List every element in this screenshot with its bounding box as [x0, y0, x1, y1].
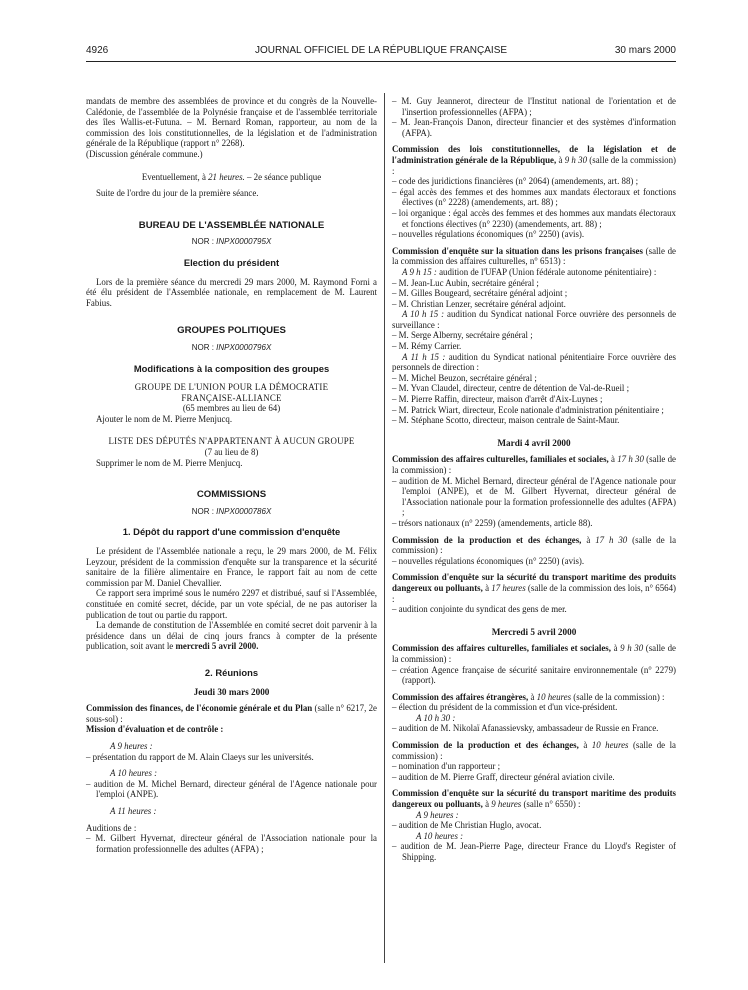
udf-add: Ajouter le nom de M. Pierre Menjucq.	[96, 413, 233, 424]
marit2-time-9h: A 9 heures :	[416, 809, 459, 820]
prisons-915: A 9 h 15 : audition de l'UFAP (Union fédérale autonome pénitentiaire) :	[402, 266, 657, 277]
marit2-time-10h: A 10 heures :	[416, 830, 464, 841]
na-remove: Supprimer le nom de M. Pierre Menjucq.	[96, 457, 243, 468]
item-jeannerot: – M. Guy Jeannerot, directeur de l'Institut national de l'orientation et de l'insertion professionnelles (AFPA) ;	[392, 96, 676, 117]
jeudi-heading: Jeudi 30 mars 2000	[193, 686, 270, 697]
lois-commission: Commission des lois constitutionnelles, de la législation et de l'administration générale de la République, à 9 h 30 (salle de la commission) :	[392, 144, 676, 176]
evening-order: Suite de l'ordre du jour de la première séance.	[96, 188, 259, 199]
journal-title: JOURNAL OFFICIEL DE LA RÉPUBLIQUE FRANÇAISE	[254, 45, 508, 56]
prisons-1115-item-3: – M. Pierre Raffin, directeur, maison d'arrêt d'Aix-Luynes ;	[392, 394, 603, 405]
intro-note: (Discussion générale commune.)	[86, 148, 203, 159]
item-hyvernat: – M. Gilbert Hyvernat, directeur général de l'Association nationale pour la formation professionnelle des adultes (AFPA) ;	[86, 833, 377, 854]
prisons-1015-item-1: – M. Serge Alberny, secrétaire général ;	[392, 330, 533, 341]
right-column	[392, 96, 676, 863]
marit2-item-1: – audition de Me Christian Huglo, avocat.	[392, 820, 542, 831]
prisons-1015: A 10 h 15 : audition du Syndicat national Force ouvrière des personnels de surveillance :	[392, 309, 677, 330]
depot-p2: Ce rapport sera imprimé sous le numéro 2297 et distribué, sauf si l'Assemblée, constituée en comité secret, décide, par un vote spécial, de ne pas autoriser la publication de tout ou partie du rapport.	[86, 588, 377, 620]
etr-item-2: – audition de M. Nikolaï Afanassievsky, ambassadeur de Russie en France.	[392, 723, 659, 734]
prisons-915-item-3: – M. Christian Lenzer, secrétaire général adjoint.	[392, 298, 566, 309]
header-rule	[86, 61, 676, 62]
bureau-heading: BUREAU DE L'ASSEMBLÉE NATIONALE	[138, 219, 325, 231]
item-bernard: – audition de M. Michel Bernard, directeur général de l'Agence nationale pour l'emploi (ANPE).	[86, 778, 377, 800]
lois-item-4: – nouvelles régulations économiques (n° 2250) (avis).	[392, 229, 585, 240]
prod1-commission: Commission de la production et des échanges, à 17 h 30 (salle de la commission) :	[392, 534, 677, 556]
prisons-1115-item-2: – M. Yvan Claudel, directeur, centre de détention de Val-de-Rueil ;	[392, 383, 630, 394]
prod2-item-1: – nomination d'un rapporteur ;	[392, 761, 501, 772]
mission-heading: Mission d'évaluation et de contrôle :	[86, 724, 224, 735]
cult1-item-2: – trésors nationaux (n° 2259) (amendements, article 88).	[392, 517, 593, 528]
prisons-1115-item-4: – M. Patrick Wiart, directeur, Ecole nationale d'administration pénitentiaire ;	[392, 404, 664, 415]
etr-time-1030: A 10 h 30 :	[416, 712, 456, 723]
prisons-1115-item-5: – M. Stéphane Scotto, directeur, maison centrale de Saint-Maur.	[392, 415, 620, 426]
prisons-1115-item-1: – M. Michel Beuzon, secrétaire général ;	[392, 372, 537, 383]
time-10h: A 10 heures :	[110, 768, 158, 779]
issue-date: 30 mars 2000	[614, 45, 676, 56]
auditions-label: Auditions de :	[86, 822, 137, 833]
etr-commission: Commission des affaires étrangères, à 10 heures (salle de la commission) :	[392, 691, 665, 702]
prisons-1015-item-2: – M. Rémy Carrier.	[392, 341, 462, 352]
prisons-915-item-2: – M. Gilles Bougeard, secrétaire général adjoint ;	[392, 288, 568, 299]
marit1-commission: Commission d'enquête sur la sécurité du transport maritime des produits dangereux ou polluants, à 17 heures (salle de la commission des lois, n° 6564) :	[392, 572, 676, 604]
cult2-item-1: – création Agence française de sécurité sanitaire environnementale (n° 2279) (rapport).	[392, 664, 676, 686]
time-9h: A 9 heures :	[110, 740, 153, 751]
mardi-heading: Mardi 4 avril 2000	[497, 437, 571, 448]
udf-line2: FRANÇAISE-ALLIANCE	[181, 392, 282, 403]
prisons-commission: Commission d'enquête sur la situation dans les prisons françaises (salle de la commission des affaires culturelles, n° 6513) :	[392, 245, 676, 267]
election-heading: Election du président	[183, 256, 280, 268]
nor-groupes: NOR : INPX0000796X	[191, 342, 272, 352]
prod2-commission: Commission de la production et des échanges, à 10 heures (salle de la commission) :	[392, 740, 676, 761]
item-claeys: – présentation du rapport de M. Alain Claeys sur les universités.	[86, 751, 314, 762]
na-line: LISTE DES DÉPUTÉS N'APPARTENANT À AUCUN GROUPE	[108, 436, 355, 447]
item-danon: – M. Jean-François Danon, directeur financier et des systèmes d'information (AFPA).	[392, 117, 676, 138]
reunions-heading: 2. Réunions	[204, 666, 259, 678]
finances-commission: Commission des finances, de l'économie générale et du Plan (salle n° 6217, 2e sous-sol) :	[86, 703, 377, 724]
na-count: (7 au lieu de 8)	[204, 447, 259, 458]
udf-count: (65 membres au lieu de 64)	[182, 403, 281, 414]
depot-p1: Le président de l'Assemblée nationale a reçu, le 29 mars 2000, de M. Félix Leyzour, président de la commission d'enquête sur la transparence et la sécurité sanitaire de la filière alimentaire en France, le rapport fait au nom de cette commission par M. Daniel Chevallier.	[86, 546, 377, 588]
commissions-heading: COMMISSIONS	[196, 489, 267, 501]
nor-commissions: NOR : INPX0000786X	[191, 506, 272, 516]
election-text: Lors de la première séance du mercredi 29 mars 2000, M. Raymond Forni a été élu président de l'Assemblée nationale, en remplacement de M. Laurent Fabius.	[86, 276, 377, 308]
lois-item-1: – code des juridictions financières (n° 2064) (amendements, art. 88) ;	[392, 176, 639, 187]
marit1-item-1: – audition conjointe du syndicat des gens de mer.	[392, 604, 567, 615]
prisons-915-item-1: – M. Jean-Luc Aubin, secrétaire général ;	[392, 277, 539, 288]
groupes-heading: GROUPES POLITIQUES	[177, 325, 286, 337]
etr-item-1: – élection du président de la commission et d'un vice-président.	[392, 702, 618, 713]
prod2-item-2: – audition de M. Pierre Graff, directeur général aviation civile.	[392, 771, 615, 782]
depot-heading: 1. Dépôt du rapport d'une commission d'enquête	[122, 526, 341, 538]
marit2-item-2: – audition de M. Jean-Pierre Page, directeur France du Lloyd's Register of Shipping.	[392, 841, 676, 862]
prisons-1115: A 11 h 15 : audition du Syndicat national pénitentiaire Force ouvrière des personnels de direction :	[392, 351, 676, 373]
page-header	[86, 45, 676, 59]
marit2-commission: Commission d'enquête sur la sécurité du transport maritime des produits dangereux ou polluants, à 9 heures (salle n° 6550) :	[392, 788, 676, 810]
intro-paragraph: mandats de membre des assemblées de province et du congrès de la Nouvelle-Calédonie, de l'assemblée de la Polynésie française et de l'assemblée territoriale des îles Wallis-et-Futuna. – M. Bernard Roman, rapporteur, au nom de la commission des lois constitutionnelles, de la législation et de l'administration générale de la République (rapport n° 2268).	[86, 96, 377, 149]
lois-item-2: – égal accès des femmes et des hommes aux mandats électoraux et fonctions électives (n° 2228) (amendements, art. 88) ;	[392, 186, 676, 208]
left-column	[86, 96, 377, 854]
cult1-item-1: – audition de M. Michel Bernard, directeur général de l'Agence nationale pour l'emploi (ANPE), et de M. Gilbert Hyvernat, directeur général de l'Association nationale pour la formation professionnelle des adultes (AFPA) ;	[392, 475, 676, 518]
mercredi-heading: Mercredi 5 avril 2000	[491, 626, 577, 637]
lois-item-3: – loi organique : égal accès des femmes et des hommes aux mandats électoraux et fonctions électives (n° 2230) (amendements, art. 88) ;	[392, 207, 676, 229]
depot-p3: La demande de constitution de l'Assemblée en comité secret doit parvenir à la présidence dans un délai de cinq jours francs à compter de la présente publication, soit avant le mercredi 5 avril 2000.	[86, 620, 377, 652]
evening-session: Eventuellement, à 21 heures. – 2e séance publique	[141, 171, 322, 182]
udf-line1: GROUPE DE L'UNION POUR LA DÉMOCRATIE	[134, 382, 329, 393]
nor-bureau: NOR : INPX0000795X	[191, 237, 272, 247]
modif-heading: Modifications à la composition des groupes	[133, 362, 330, 374]
column-divider	[384, 93, 385, 963]
cult1-commission: Commission des affaires culturelles, familiales et sociales, à 17 h 30 (salle de la commission) :	[392, 454, 676, 475]
cult2-commission: Commission des affaires culturelles, familiales et sociales, à 9 h 30 (salle de la commission) :	[392, 643, 676, 664]
page-number: 4926	[86, 45, 109, 56]
time-11h: A 11 heures :	[110, 805, 157, 816]
prod1-item-1: – nouvelles régulations économiques (n° 2250) (avis).	[392, 555, 585, 566]
